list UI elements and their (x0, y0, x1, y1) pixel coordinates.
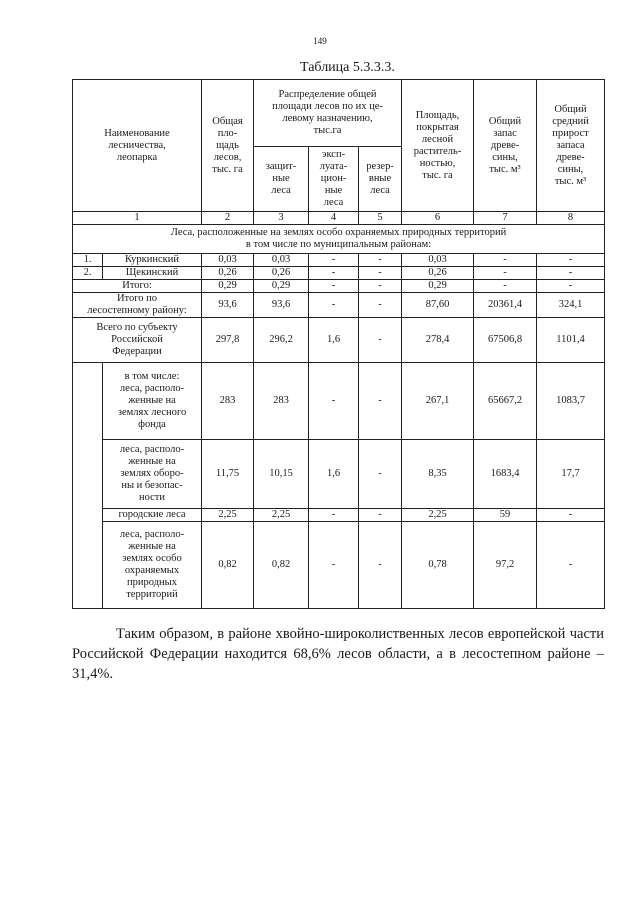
header-operational: эксп- луата- цион- ные леса (309, 147, 359, 212)
header-forest-covered: Площадь, покрытая лесной раститель- ностью, тыс. га (402, 80, 474, 212)
total-steppe-row (73, 293, 605, 318)
total-row (73, 280, 605, 293)
table-cell: 2,25 (402, 509, 474, 522)
row-number: 1. (73, 254, 103, 267)
table-cell: 0,29 (402, 280, 474, 293)
header-distribution: Распределение общей площади лесов по их це- левому назначению, тыс.га (254, 80, 402, 147)
table-cell: 0,26 (254, 267, 309, 280)
table-cell: 0,82 (202, 522, 254, 609)
column-number: 2 (202, 212, 254, 225)
column-number: 4 (309, 212, 359, 225)
row-label: Куркинский (103, 254, 202, 267)
table-cell: - (359, 267, 402, 280)
column-number: 7 (474, 212, 537, 225)
column-number: 1 (73, 212, 202, 225)
header-growth: Общий средний прирост запаса древе- сины, тыс. м³ (537, 80, 605, 212)
row-label: Итого: (73, 280, 202, 293)
table-cell: 1683,4 (474, 440, 537, 509)
page-number: 149 (313, 36, 327, 46)
table-cell: 17,7 (537, 440, 605, 509)
table-cell: 10,15 (254, 440, 309, 509)
column-number: 8 (537, 212, 605, 225)
table-cell: 0,03 (254, 254, 309, 267)
table-cell: 1083,7 (537, 363, 605, 440)
row-label: Итого по лесостепному району: (73, 293, 202, 318)
table-cell: - (474, 267, 537, 280)
table-cell: 20361,4 (474, 293, 537, 318)
table-cell: 0,29 (254, 280, 309, 293)
header-protective: защит- ные леса (254, 147, 309, 212)
header-name: Наименование лесничества, леопарка (73, 80, 202, 212)
indent-cell (73, 363, 103, 609)
table-cell: 2,25 (202, 509, 254, 522)
table-cell: 93,6 (254, 293, 309, 318)
table-cell: - (537, 509, 605, 522)
table-cell: 97,2 (474, 522, 537, 609)
table-cell: 1,6 (309, 318, 359, 363)
table-cell: - (359, 293, 402, 318)
subject-total-row (73, 318, 605, 363)
table-cell: 1,6 (309, 440, 359, 509)
row-label: леса, располо- женные на землях оборо- ны и безопас- ности (103, 440, 202, 509)
table-cell: 67506,8 (474, 318, 537, 363)
table-cell: 324,1 (537, 293, 605, 318)
table-cell: 0,03 (202, 254, 254, 267)
header-stock: Общий запас древе- сины, тыс. м³ (474, 80, 537, 212)
table-cell: 59 (474, 509, 537, 522)
table-cell: - (537, 267, 605, 280)
table-row (73, 522, 605, 609)
table-row (73, 509, 605, 522)
table-cell: 65667,2 (474, 363, 537, 440)
table-cell: - (359, 509, 402, 522)
table-cell: - (359, 522, 402, 609)
table-cell: 0,78 (402, 522, 474, 609)
header-reserve: резер- вные леса (359, 147, 402, 212)
table-cell: 93,6 (202, 293, 254, 318)
table-cell: 283 (254, 363, 309, 440)
table-cell: 283 (202, 363, 254, 440)
table-cell: 267,1 (402, 363, 474, 440)
row-label: Всего по субъекту Российской Федерации (73, 318, 202, 363)
table-cell: 0,82 (254, 522, 309, 609)
table-cell: 278,4 (402, 318, 474, 363)
table-row (73, 267, 605, 280)
table-cell: 87,60 (402, 293, 474, 318)
table-cell: - (537, 280, 605, 293)
column-number: 6 (402, 212, 474, 225)
row-label: городские леса (103, 509, 202, 522)
table-cell: 0,26 (402, 267, 474, 280)
table-cell: 1101,4 (537, 318, 605, 363)
header-total-area: Общая пло- щадь лесов, тыс. га (202, 80, 254, 212)
table-cell: - (359, 254, 402, 267)
table-row (73, 363, 605, 440)
table-row (73, 440, 605, 509)
table-cell: - (359, 363, 402, 440)
row-label: Щекинский (103, 267, 202, 280)
table-cell: - (309, 522, 359, 609)
table-cell: 0,03 (402, 254, 474, 267)
table-cell: - (309, 363, 359, 440)
section-row (73, 225, 605, 254)
table-cell: 8,35 (402, 440, 474, 509)
section-title: Леса, расположенные на землях особо охраняемых природных территорий в том числе по муниципальным районам: (73, 225, 605, 254)
table-cell: - (309, 254, 359, 267)
table-cell: 11,75 (202, 440, 254, 509)
table-cell: - (309, 293, 359, 318)
column-number: 3 (254, 212, 309, 225)
table-cell: - (474, 254, 537, 267)
table-cell: - (359, 318, 402, 363)
row-number: 2. (73, 267, 103, 280)
table-title: Таблица 5.3.3.3. (300, 60, 395, 75)
table-row (73, 254, 605, 267)
table-cell: - (309, 280, 359, 293)
header-row-1 (73, 80, 605, 147)
table-cell: - (359, 440, 402, 509)
table-cell: 0,26 (202, 267, 254, 280)
forest-table (72, 79, 605, 609)
table-cell: - (537, 254, 605, 267)
table-cell: - (359, 280, 402, 293)
table-cell: 2,25 (254, 509, 309, 522)
row-label: в том числе: леса, располо- женные на землях лесного фонда (103, 363, 202, 440)
column-numbers-row (73, 212, 605, 225)
table-cell: 297,8 (202, 318, 254, 363)
table-cell: - (309, 509, 359, 522)
table-cell: - (474, 280, 537, 293)
column-number: 5 (359, 212, 402, 225)
conclusion-paragraph: Таким образом, в районе хвойно-широколиственных лесов европейской части Российской Федерации находится 68,6% лесов области, а в лесостепном районе – 31,4%. (72, 626, 604, 682)
table-cell: 0,29 (202, 280, 254, 293)
table-cell: - (309, 267, 359, 280)
table-cell: 296,2 (254, 318, 309, 363)
table-cell: - (537, 522, 605, 609)
row-label: леса, располо- женные на землях особо охраняемых природных территорий (103, 522, 202, 609)
